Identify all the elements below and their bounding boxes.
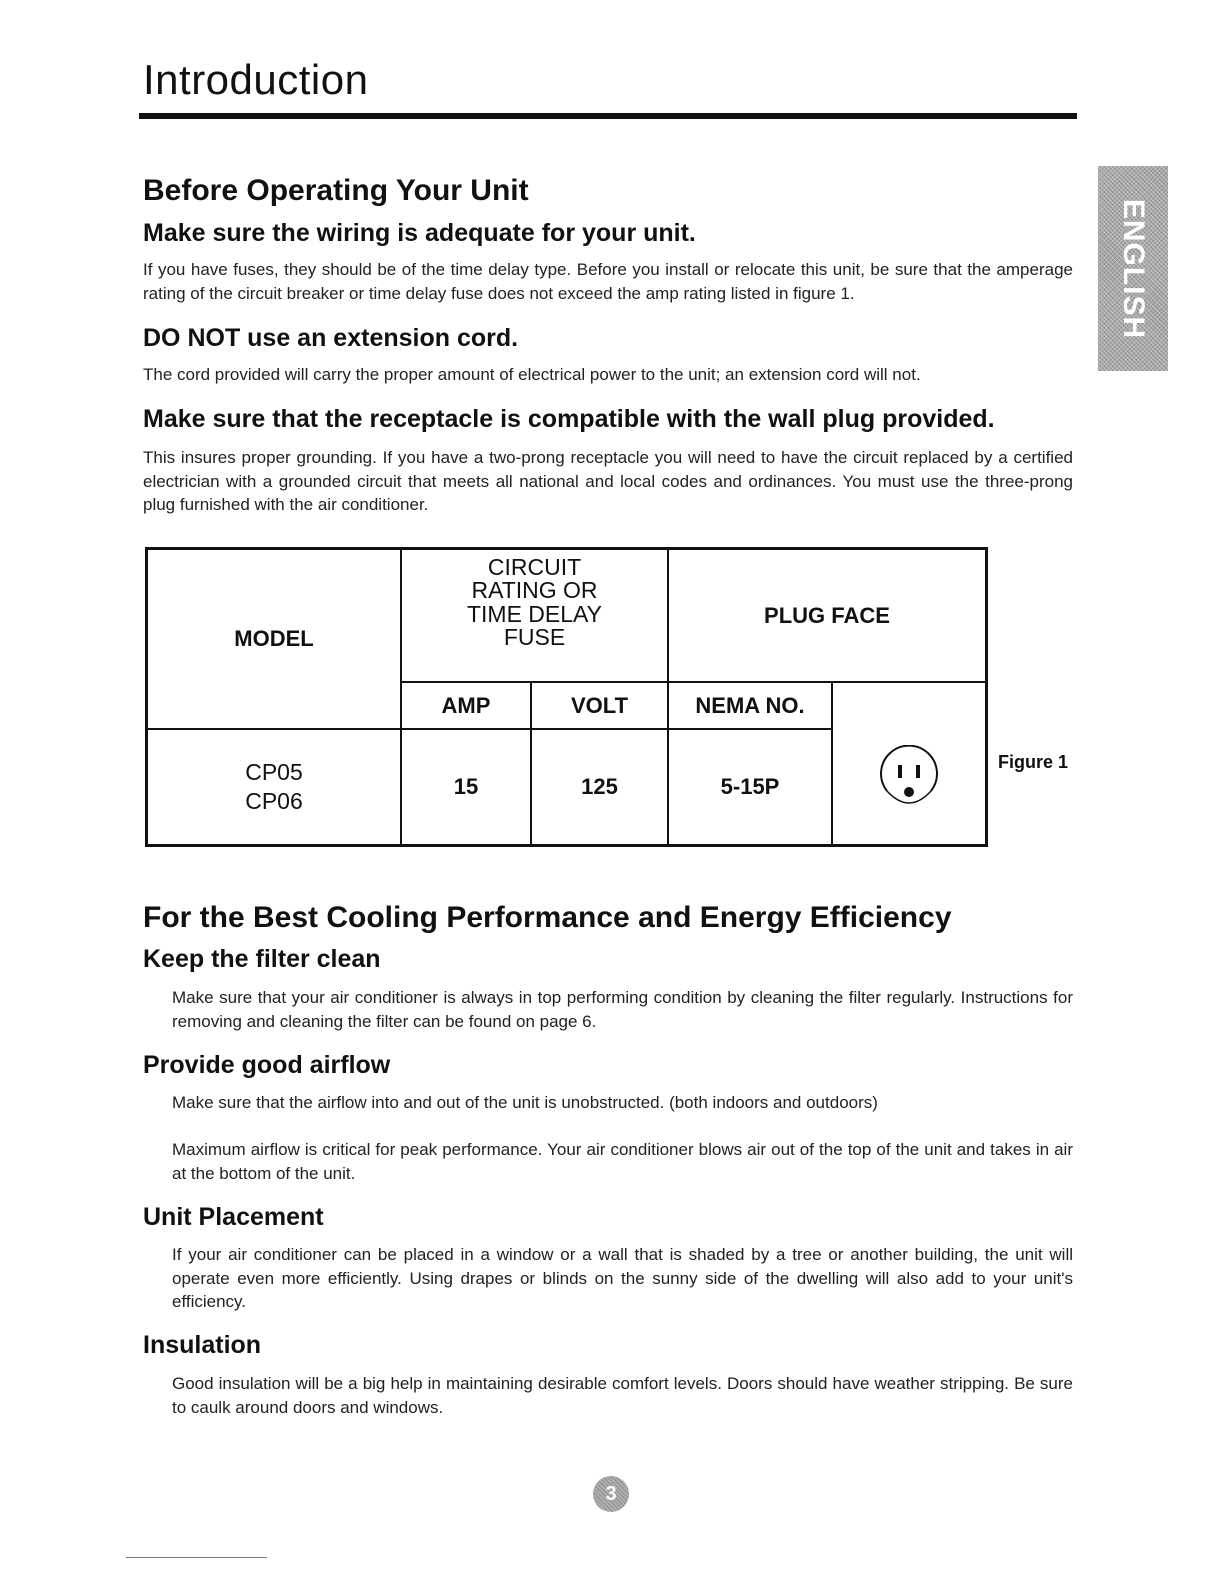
page-title: Introduction <box>143 56 369 103</box>
nema-header: NEMA NO. <box>695 692 805 718</box>
spec-table <box>145 547 988 847</box>
filter-text: Make sure that your air conditioner is always in top performing condition by cleaning the filter regularly. Instructions for removing and cleaning the filter can be found on page 6. <box>172 988 1073 1031</box>
language-tab <box>1098 166 1168 371</box>
volt-header: VOLT <box>570 692 629 718</box>
footer-divider <box>126 1557 267 1558</box>
plug-face-icon <box>874 745 944 815</box>
plug-face-cell <box>833 730 985 830</box>
figure-label: Figure 1 <box>998 752 1069 772</box>
model-value: CP05 <box>245 759 303 785</box>
filter-heading: Keep the filter clean <box>143 945 381 973</box>
receptacle-heading: Make sure that the receptacle is compatible with the wall plug provided. <box>143 405 995 433</box>
model-value: CP06 <box>245 788 303 814</box>
placement-heading: Unit Placement <box>143 1203 324 1231</box>
circuit-header-line: TIME DELAY <box>466 600 603 627</box>
airflow-heading: Provide good airflow <box>143 1051 391 1079</box>
airflow-text: Make sure that the airflow into and out of the unit is unobstructed. (both indoors and outdoors) <box>172 1093 878 1112</box>
placement-text: If your air conditioner can be placed in a window or a wall that is shaded by a tree or another building, the unit will operate even more efficiently. Using drapes or blinds on the sunny side of the dwelling will also add to your unit's efficiency. <box>172 1245 1073 1311</box>
nema-value: 5-15P <box>720 774 780 799</box>
insulation-heading: Insulation <box>143 1331 262 1359</box>
cooling-heading: For the Best Cooling Performance and Energy Efficiency <box>143 901 952 934</box>
wiring-text: If you have fuses, they should be of the time delay type. Before you install or relocate this unit, be sure that the amperage rating of the circuit breaker or time delay fuse does not exceed the amp rating listed in figure 1. <box>143 260 1073 303</box>
title-divider <box>139 113 1077 119</box>
receptacle-text: This insures proper grounding. If you have a two-prong receptacle you will need to have the circuit replaced by a certified electrician with a grounded circuit that meets all national and local codes and ordinances. You must use the three-prong plug furnished with the air conditioner. <box>143 448 1073 514</box>
model-header: MODEL <box>234 626 314 651</box>
circuit-rating-header <box>402 550 667 651</box>
extension-cord-heading: DO NOT use an extension cord. <box>143 324 519 352</box>
circuit-header-line: RATING OR <box>471 577 598 603</box>
airflow-text: Maximum airflow is critical for peak performance. Your air conditioner blows air out of the top of the unit and takes in air at the bottom of the unit. <box>172 1140 1073 1183</box>
amp-value: 15 <box>453 774 479 799</box>
plug-face-header: PLUG FACE <box>764 602 890 628</box>
language-tab-label: ENGLISH <box>1117 198 1150 339</box>
before-operating-heading: Before Operating Your Unit <box>143 174 529 207</box>
amp-header: AMP <box>441 692 491 718</box>
volt-value: 125 <box>581 774 618 799</box>
circuit-header-line: FUSE <box>503 624 566 650</box>
circuit-header-line: CIRCUIT <box>487 553 582 580</box>
model-list <box>148 730 400 844</box>
extension-cord-text: The cord provided will carry the proper amount of electrical power to the unit; an extension cord will not. <box>143 365 921 384</box>
insulation-text: Good insulation will be a big help in maintaining desirable comfort levels. Doors should have weather stripping. Be sure to caulk around doors and windows. <box>172 1374 1073 1417</box>
wiring-heading: Make sure the wiring is adequate for your unit. <box>143 219 696 247</box>
page-number: 3 <box>593 1476 629 1512</box>
